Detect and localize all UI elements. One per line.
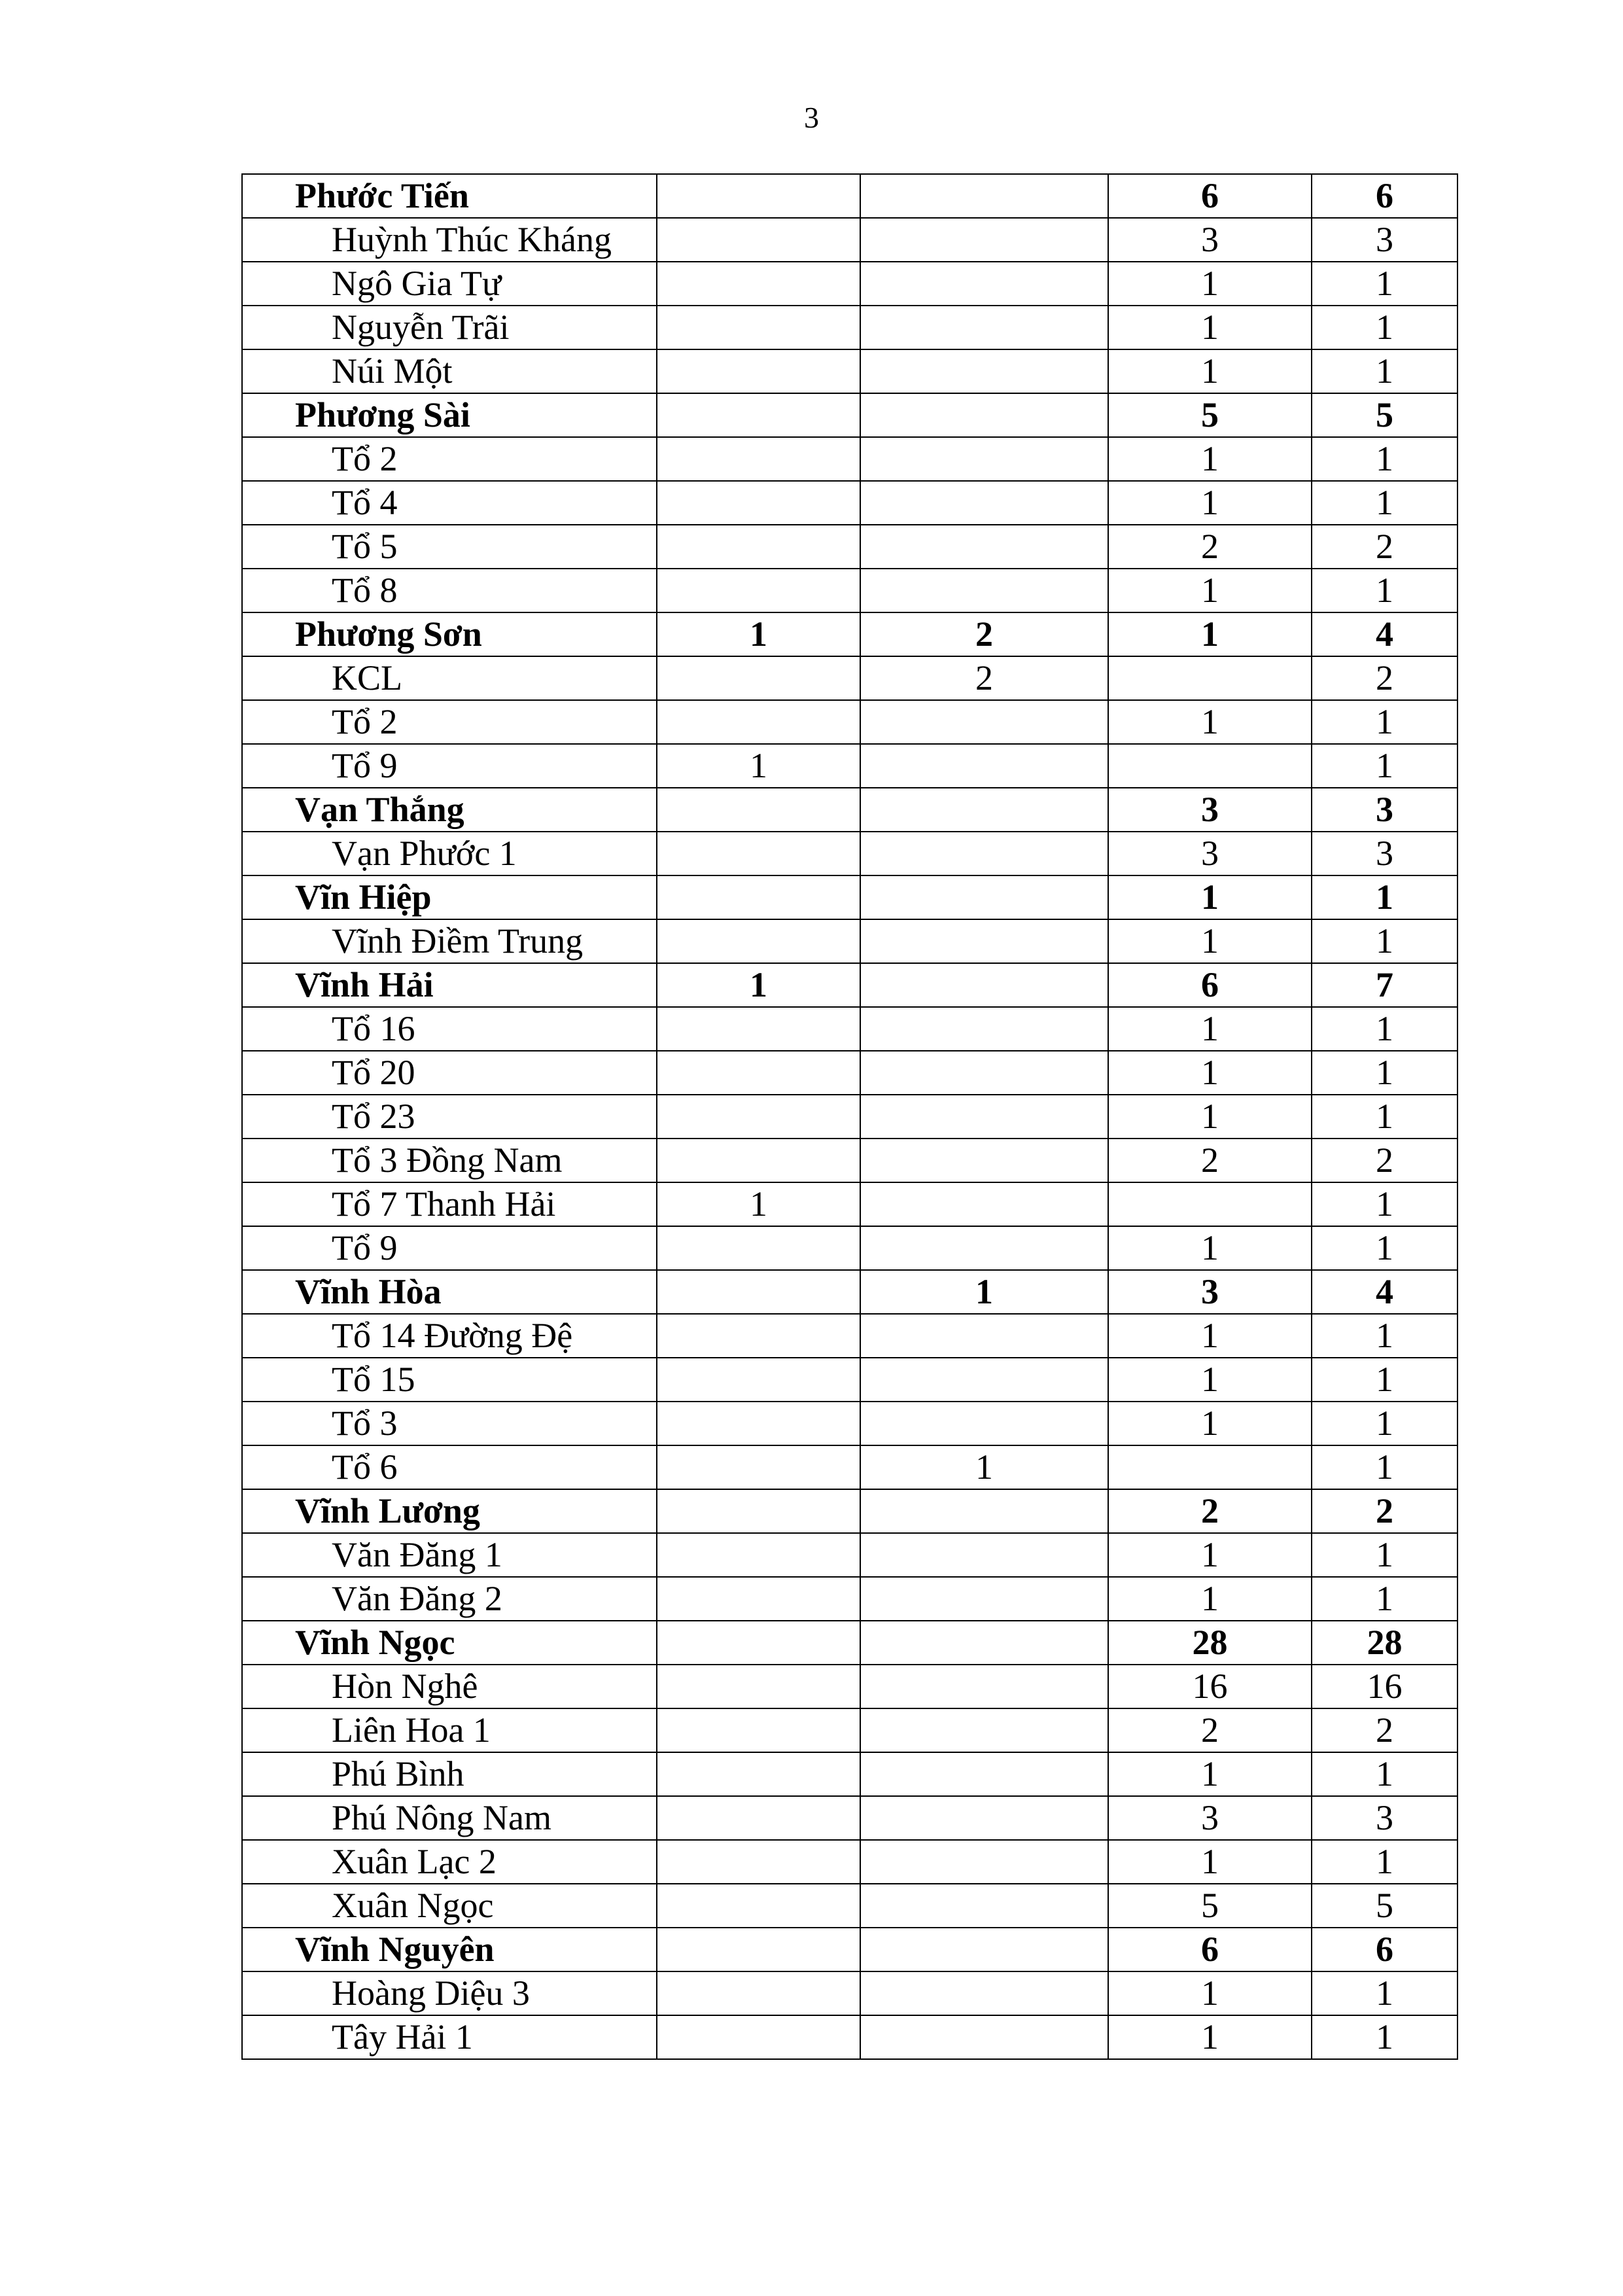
value-cell-col1 [657,525,860,569]
value-cell-col3: 1 [1108,700,1312,744]
value-cell-col3: 2 [1108,525,1312,569]
total-cell: 1 [1312,1358,1457,1402]
group-row [242,1270,1457,1314]
total-cell: 3 [1312,832,1457,875]
total-cell: 1 [1312,349,1457,393]
value-cell-col1 [657,218,860,262]
name-cell: Văn Đăng 2 [242,1577,657,1621]
total-cell: 2 [1312,656,1457,700]
value-cell-col2 [860,744,1108,788]
name-cell: Tổ 3 Đồng Nam [242,1139,657,1182]
value-cell-col3 [1108,656,1312,700]
name-cell: Vĩnh Lương [242,1489,657,1533]
name-cell: Phú Nông Nam [242,1796,657,1840]
total-cell: 1 [1312,481,1457,525]
value-cell-col3: 3 [1108,218,1312,262]
table-row [242,1358,1457,1402]
name-cell: Vạn Thắng [242,788,657,832]
total-cell: 2 [1312,1139,1457,1182]
table-row [242,1533,1457,1577]
value-cell-col2 [860,1621,1108,1665]
value-cell-col3: 28 [1108,1621,1312,1665]
total-cell: 1 [1312,1402,1457,1445]
value-cell-col2 [860,1139,1108,1182]
table-row [242,1796,1457,1840]
total-cell: 1 [1312,1752,1457,1796]
table-row [242,306,1457,349]
value-cell-col3 [1108,744,1312,788]
page-number: 3 [804,101,819,134]
table-row [242,481,1457,525]
value-cell-col2 [860,1752,1108,1796]
table-row [242,437,1457,481]
total-cell: 7 [1312,963,1457,1007]
name-cell: Ngô Gia Tự [242,262,657,306]
value-cell-col1 [657,1445,860,1489]
name-cell: Tổ 9 [242,744,657,788]
value-cell-col1 [657,1577,860,1621]
table-row [242,1840,1457,1884]
value-cell-col2 [860,963,1108,1007]
value-cell-col3: 1 [1108,1971,1312,2015]
value-cell-col3: 1 [1108,481,1312,525]
table-row [242,744,1457,788]
table-row [242,349,1457,393]
value-cell-col2 [860,349,1108,393]
table-row [242,218,1457,262]
total-cell: 1 [1312,569,1457,612]
total-cell: 1 [1312,1007,1457,1051]
value-cell-col1 [657,1402,860,1445]
total-cell: 28 [1312,1621,1457,1665]
total-cell: 1 [1312,1182,1457,1226]
value-cell-col2: 1 [860,1270,1108,1314]
value-cell-col1 [657,1358,860,1402]
name-cell: Tổ 2 [242,700,657,744]
value-cell-col3: 2 [1108,1489,1312,1533]
value-cell-col2 [860,481,1108,525]
name-cell: Phương Sơn [242,612,657,656]
total-cell: 1 [1312,262,1457,306]
value-cell-col1 [657,1796,860,1840]
value-cell-col3: 1 [1108,1314,1312,1358]
value-cell-col2 [860,525,1108,569]
table-row [242,1577,1457,1621]
value-cell-col3: 3 [1108,788,1312,832]
value-cell-col1 [657,1051,860,1095]
name-cell: Nguyễn Trãi [242,306,657,349]
value-cell-col1 [657,1095,860,1139]
total-cell: 5 [1312,1884,1457,1928]
value-cell-col2 [860,1489,1108,1533]
total-cell: 3 [1312,788,1457,832]
value-cell-col2 [860,1708,1108,1752]
value-cell-col3: 1 [1108,1840,1312,1884]
value-cell-col3: 1 [1108,612,1312,656]
table-row [242,1095,1457,1139]
value-cell-col1: 1 [657,1182,860,1226]
value-cell-col1 [657,1007,860,1051]
value-cell-col3: 1 [1108,262,1312,306]
value-cell-col2 [860,218,1108,262]
value-cell-col1 [657,437,860,481]
value-cell-col3: 16 [1108,1665,1312,1708]
total-cell: 1 [1312,1971,1457,2015]
name-cell: Vĩnh Hải [242,963,657,1007]
total-cell: 1 [1312,1095,1457,1139]
total-cell: 6 [1312,174,1457,218]
value-cell-col3: 6 [1108,174,1312,218]
value-cell-col3: 3 [1108,1270,1312,1314]
value-cell-col2 [860,2015,1108,2059]
group-row [242,393,1457,437]
table-row [242,2015,1457,2059]
total-cell: 4 [1312,612,1457,656]
name-cell: Xuân Ngọc [242,1884,657,1928]
value-cell-col2 [860,1796,1108,1840]
value-cell-col3: 5 [1108,1884,1312,1928]
value-cell-col3: 2 [1108,1139,1312,1182]
value-cell-col3: 1 [1108,569,1312,612]
value-cell-col2 [860,1665,1108,1708]
value-cell-col1 [657,1621,860,1665]
value-cell-col1 [657,569,860,612]
total-cell: 2 [1312,525,1457,569]
value-cell-col2 [860,1928,1108,1971]
table-row [242,1182,1457,1226]
value-cell-col3: 5 [1108,393,1312,437]
group-row [242,963,1457,1007]
total-cell: 1 [1312,1314,1457,1358]
value-cell-col2 [860,1314,1108,1358]
name-cell: Vĩn Hiệp [242,875,657,919]
name-cell: Xuân Lạc 2 [242,1840,657,1884]
value-cell-col2 [860,1971,1108,2015]
value-cell-col3: 1 [1108,2015,1312,2059]
value-cell-col1 [657,481,860,525]
total-cell: 1 [1312,306,1457,349]
group-row [242,875,1457,919]
name-cell: Tổ 4 [242,481,657,525]
total-cell: 1 [1312,2015,1457,2059]
value-cell-col1 [657,262,860,306]
total-cell: 1 [1312,437,1457,481]
value-cell-col3: 1 [1108,1358,1312,1402]
value-cell-col2 [860,437,1108,481]
value-cell-col3 [1108,1445,1312,1489]
value-cell-col3: 1 [1108,1095,1312,1139]
value-cell-col1 [657,1226,860,1270]
total-cell: 1 [1312,1840,1457,1884]
name-cell: Huỳnh Thúc Kháng [242,218,657,262]
value-cell-col2 [860,1095,1108,1139]
value-cell-col1 [657,1928,860,1971]
value-cell-col3: 1 [1108,437,1312,481]
value-cell-col1 [657,1708,860,1752]
value-cell-col1 [657,656,860,700]
name-cell: Tổ 23 [242,1095,657,1139]
value-cell-col3: 6 [1108,963,1312,1007]
group-row [242,1928,1457,1971]
table-row [242,1402,1457,1445]
table-body [242,174,1457,2059]
value-cell-col1 [657,875,860,919]
value-cell-col2 [860,1533,1108,1577]
value-cell-col2 [860,1840,1108,1884]
value-cell-col2 [860,306,1108,349]
value-cell-col3: 6 [1108,1928,1312,1971]
table-row [242,1139,1457,1182]
table-row [242,525,1457,569]
value-cell-col3: 1 [1108,1402,1312,1445]
value-cell-col1 [657,788,860,832]
value-cell-col1 [657,832,860,875]
value-cell-col1 [657,1665,860,1708]
value-cell-col3: 1 [1108,306,1312,349]
name-cell: Tổ 16 [242,1007,657,1051]
value-cell-col1 [657,174,860,218]
total-cell: 1 [1312,744,1457,788]
name-cell: Tổ 7 Thanh Hải [242,1182,657,1226]
table-row [242,656,1457,700]
value-cell-col1 [657,919,860,963]
value-cell-col2 [860,1358,1108,1402]
table-row [242,919,1457,963]
value-cell-col3: 1 [1108,1533,1312,1577]
value-cell-col2 [860,788,1108,832]
total-cell: 2 [1312,1489,1457,1533]
value-cell-col2 [860,919,1108,963]
total-cell: 1 [1312,1445,1457,1489]
value-cell-col2 [860,1884,1108,1928]
total-cell: 1 [1312,1533,1457,1577]
name-cell: Tổ 5 [242,525,657,569]
value-cell-col1 [657,349,860,393]
value-cell-col3: 1 [1108,349,1312,393]
value-cell-col2 [860,875,1108,919]
statistics-table [241,173,1458,2060]
table-row [242,832,1457,875]
value-cell-col2: 2 [860,656,1108,700]
table-row [242,1314,1457,1358]
value-cell-col1: 1 [657,963,860,1007]
value-cell-col3: 3 [1108,1796,1312,1840]
total-cell: 1 [1312,919,1457,963]
name-cell: Văn Đăng 1 [242,1533,657,1577]
value-cell-col1 [657,393,860,437]
name-cell: Vĩnh Nguyên [242,1928,657,1971]
value-cell-col2 [860,1051,1108,1095]
value-cell-col3: 1 [1108,1577,1312,1621]
table-row [242,1752,1457,1796]
value-cell-col2 [860,832,1108,875]
value-cell-col1 [657,1533,860,1577]
value-cell-col1 [657,1752,860,1796]
value-cell-col3 [1108,1182,1312,1226]
total-cell: 1 [1312,700,1457,744]
group-row [242,174,1457,218]
value-cell-col2 [860,174,1108,218]
total-cell: 1 [1312,1577,1457,1621]
table-row [242,569,1457,612]
name-cell: Hoàng Diệu 3 [242,1971,657,2015]
value-cell-col2 [860,1182,1108,1226]
name-cell: Hòn Nghê [242,1665,657,1708]
name-cell: KCL [242,656,657,700]
value-cell-col1 [657,1840,860,1884]
value-cell-col3: 1 [1108,1051,1312,1095]
value-cell-col2 [860,262,1108,306]
value-cell-col1 [657,700,860,744]
table-row [242,1007,1457,1051]
name-cell: Vĩnh Hòa [242,1270,657,1314]
name-cell: Phương Sài [242,393,657,437]
total-cell: 3 [1312,218,1457,262]
name-cell: Phước Tiến [242,174,657,218]
table-row [242,1445,1457,1489]
table-row [242,700,1457,744]
value-cell-col1 [657,1884,860,1928]
group-row [242,788,1457,832]
value-cell-col2: 2 [860,612,1108,656]
name-cell: Tổ 8 [242,569,657,612]
table-row [242,1971,1457,2015]
value-cell-col2: 1 [860,1445,1108,1489]
name-cell: Tổ 9 [242,1226,657,1270]
value-cell-col1: 1 [657,612,860,656]
value-cell-col1 [657,2015,860,2059]
name-cell: Tổ 20 [242,1051,657,1095]
name-cell: Tổ 14 Đường Đệ [242,1314,657,1358]
group-row [242,612,1457,656]
value-cell-col1 [657,1270,860,1314]
value-cell-col1 [657,1971,860,2015]
value-cell-col1 [657,1139,860,1182]
name-cell: Tổ 3 [242,1402,657,1445]
total-cell: 2 [1312,1708,1457,1752]
value-cell-col3: 1 [1108,1752,1312,1796]
table-row [242,1051,1457,1095]
group-row [242,1489,1457,1533]
value-cell-col3: 1 [1108,875,1312,919]
value-cell-col2 [860,1007,1108,1051]
table-row [242,1884,1457,1928]
name-cell: Vạn Phước 1 [242,832,657,875]
value-cell-col2 [860,1226,1108,1270]
name-cell: Tổ 15 [242,1358,657,1402]
name-cell: Phú Bình [242,1752,657,1796]
total-cell: 1 [1312,875,1457,919]
value-cell-col3: 3 [1108,832,1312,875]
name-cell: Núi Một [242,349,657,393]
value-cell-col2 [860,569,1108,612]
table-row [242,1708,1457,1752]
value-cell-col1: 1 [657,744,860,788]
value-cell-col2 [860,1577,1108,1621]
value-cell-col2 [860,700,1108,744]
value-cell-col3: 1 [1108,919,1312,963]
total-cell: 16 [1312,1665,1457,1708]
name-cell: Vĩnh Điềm Trung [242,919,657,963]
total-cell: 1 [1312,1226,1457,1270]
value-cell-col1 [657,1314,860,1358]
total-cell: 5 [1312,393,1457,437]
value-cell-col1 [657,1489,860,1533]
total-cell: 1 [1312,1051,1457,1095]
total-cell: 3 [1312,1796,1457,1840]
value-cell-col3: 2 [1108,1708,1312,1752]
value-cell-col1 [657,306,860,349]
name-cell: Tổ 2 [242,437,657,481]
value-cell-col2 [860,393,1108,437]
name-cell: Tổ 6 [242,1445,657,1489]
table-row [242,1665,1457,1708]
group-row [242,1621,1457,1665]
name-cell: Vĩnh Ngọc [242,1621,657,1665]
table-row [242,1226,1457,1270]
total-cell: 6 [1312,1928,1457,1971]
total-cell: 4 [1312,1270,1457,1314]
value-cell-col2 [860,1402,1108,1445]
value-cell-col3: 1 [1108,1007,1312,1051]
name-cell: Tây Hải 1 [242,2015,657,2059]
table-row [242,262,1457,306]
name-cell: Liên Hoa 1 [242,1708,657,1752]
value-cell-col3: 1 [1108,1226,1312,1270]
